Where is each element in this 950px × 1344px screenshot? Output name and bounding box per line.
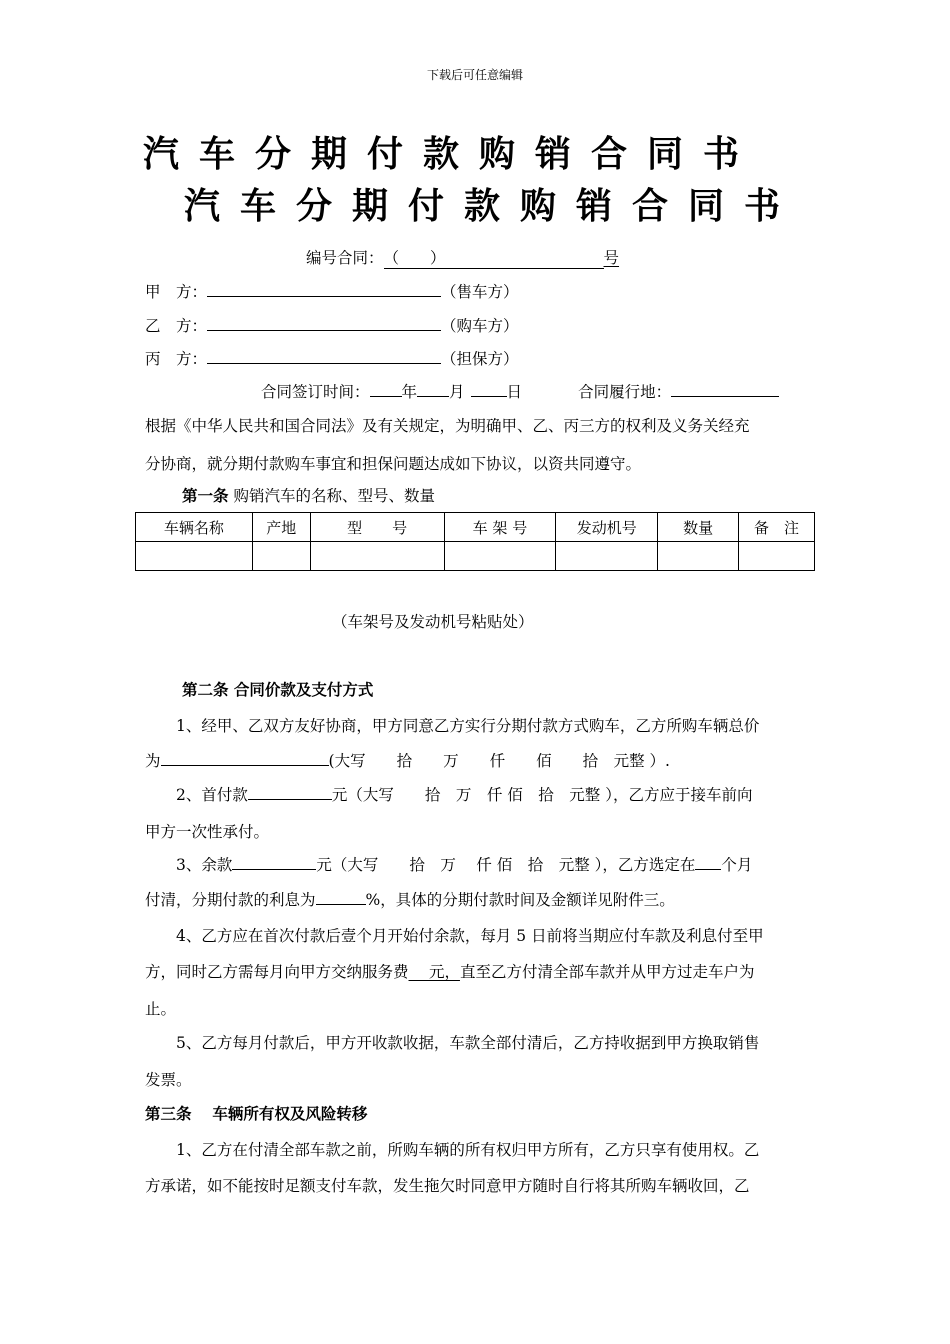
party-a-role: （售车方） xyxy=(441,283,519,301)
party-b-line xyxy=(145,314,519,336)
p2-prefix: 2、首付款 xyxy=(176,786,248,804)
party-b-role: （购车方） xyxy=(441,317,519,335)
contract-number-label: 编号合同： xyxy=(306,249,384,267)
document-title: 汽车分期付款购销合同书 xyxy=(143,134,760,175)
col-quantity: 数量 xyxy=(658,513,739,542)
contract-number-line xyxy=(306,246,619,269)
sign-month-field[interactable] xyxy=(417,380,449,397)
article-2-p4-line-3: 止。 xyxy=(145,1000,177,1018)
article-3-p1-line-2: 方承诺，如不能按时足额支付车款，发生拖欠时同意甲方随时自行将其所购车辆收回，乙 xyxy=(145,1177,750,1195)
p1-suffix: (大写 拾 万 仟 佰 拾 元整 ）. xyxy=(328,752,670,770)
article-1-heading xyxy=(182,484,435,506)
article-1-label: 第一条 xyxy=(182,486,229,505)
article-2-p2-line-2: 甲方一次性承付。 xyxy=(145,823,270,841)
article-2-p5-line-2: 发票。 xyxy=(145,1071,192,1089)
article-3-p1-line-1: 1、乙方在付清全部车款之前，所购车辆的所有权归甲方所有，乙方只享有使用权。乙 xyxy=(176,1141,760,1159)
p4b-suffix: 直至乙方付清全部车款并从甲方过走车户为 xyxy=(459,963,755,981)
sign-day-label: 日 xyxy=(506,383,523,401)
party-b-field[interactable] xyxy=(207,314,441,331)
party-c-role: （担保方） xyxy=(441,350,519,368)
contract-number-suffix: 号 xyxy=(603,249,620,267)
interest-rate-field[interactable] xyxy=(316,888,366,905)
total-price-field[interactable] xyxy=(161,749,329,766)
party-c-field[interactable] xyxy=(207,347,441,364)
cell-engine-no[interactable] xyxy=(556,542,658,571)
p3-prefix: 3、余款 xyxy=(176,856,233,874)
table-header-row xyxy=(136,513,815,542)
header-note: 下载后可任意编辑 xyxy=(426,68,523,82)
article-2-p3-line-2 xyxy=(145,888,675,910)
col-frame-no: 车 架 号 xyxy=(444,513,556,542)
p3b-prefix: 付清，分期付款的利息为 xyxy=(145,891,316,909)
article-2-p1-line-2 xyxy=(145,749,670,771)
party-c-label: 丙 方： xyxy=(145,350,208,368)
vehicle-table xyxy=(135,512,815,571)
document-title-repeat: 汽车分期付款购销合同书 xyxy=(184,186,801,227)
balance-field[interactable] xyxy=(232,853,316,870)
article-2-p4-line-2 xyxy=(145,960,754,982)
col-origin: 产地 xyxy=(252,513,310,542)
party-a-field[interactable] xyxy=(207,280,441,297)
party-a-line xyxy=(145,280,519,302)
p4b-prefix: 方，同时乙方需每月向甲方交纳服务费 xyxy=(145,963,409,981)
article-2-p2-line-1 xyxy=(176,783,752,805)
contract-number-field[interactable] xyxy=(384,246,604,269)
p1-prefix: 为 xyxy=(145,752,161,770)
cell-quantity[interactable] xyxy=(658,542,739,571)
contract-number-paren: （ ） xyxy=(383,249,446,267)
col-vehicle-name: 车辆名称 xyxy=(136,513,253,542)
col-remarks: 备 注 xyxy=(739,513,815,542)
cell-remarks[interactable] xyxy=(739,542,815,571)
article-2-p3-line-1 xyxy=(176,853,752,875)
sign-month-label: 月 xyxy=(449,383,465,401)
article-2-heading: 第二条 合同价款及支付方式 xyxy=(182,680,374,699)
article-3-heading: 第三条 车辆所有权及风险转移 xyxy=(145,1104,368,1123)
place-label: 合同履行地： xyxy=(578,383,672,401)
party-c-line xyxy=(145,347,519,369)
col-model: 型 号 xyxy=(310,513,444,542)
article-2-p5-line-1: 5、乙方每月付款后，甲方开收款收据，车款全部付清后，乙方持收据到甲方换取销售 xyxy=(176,1034,760,1052)
p3-end: 个月 xyxy=(721,856,753,874)
party-a-label: 甲 方： xyxy=(145,283,208,301)
party-b-label: 乙 方： xyxy=(145,317,208,335)
p2-suffix: 元（大写 拾 万 仟 佰 拾 元整 ），乙方应于接车前向 xyxy=(331,786,753,804)
service-fee-field[interactable]: 元， xyxy=(408,963,460,981)
p3-middle: 元（大写 拾 万 仟 佰 拾 元整 ），乙方选定在 xyxy=(316,856,696,874)
paste-note: （车架号及发动机号粘贴处） xyxy=(332,613,534,631)
sign-year-field[interactable] xyxy=(370,380,402,397)
sign-line xyxy=(261,380,779,402)
sign-year-label: 年 xyxy=(401,383,418,401)
table-row xyxy=(136,542,815,571)
down-payment-field[interactable] xyxy=(248,783,332,800)
cell-vehicle-name[interactable] xyxy=(136,542,253,571)
article-2-p1-line-1: 1、经甲、乙双方友好协商，甲方同意乙方实行分期付款方式购车，乙方所购车辆总价 xyxy=(176,717,760,735)
article-1-text: 购销汽车的名称、型号、数量 xyxy=(233,487,435,505)
cell-model[interactable] xyxy=(310,542,444,571)
sign-day-field[interactable] xyxy=(471,380,507,397)
article-2-p4-line-1: 4、乙方应在首次付款后壹个月开始付余款，每月 5 日前将当期应付车款及利息付至甲 xyxy=(176,927,764,945)
p3b-suffix: %，具体的分期付款时间及金额详见附件三。 xyxy=(365,891,675,909)
intro-line-1: 根据《中华人民共和国合同法》及有关规定，为明确甲、乙、丙三方的权利及义务关经充 xyxy=(145,417,750,435)
cell-origin[interactable] xyxy=(252,542,310,571)
place-field[interactable] xyxy=(671,380,779,397)
cell-frame-no[interactable] xyxy=(444,542,556,571)
months-field[interactable] xyxy=(695,853,721,870)
col-engine-no: 发动机号 xyxy=(556,513,658,542)
intro-line-2: 分协商，就分期付款购车事宜和担保问题达成如下协议，以资共同遵守。 xyxy=(145,455,642,473)
sign-time-label: 合同签订时间： xyxy=(261,383,370,401)
